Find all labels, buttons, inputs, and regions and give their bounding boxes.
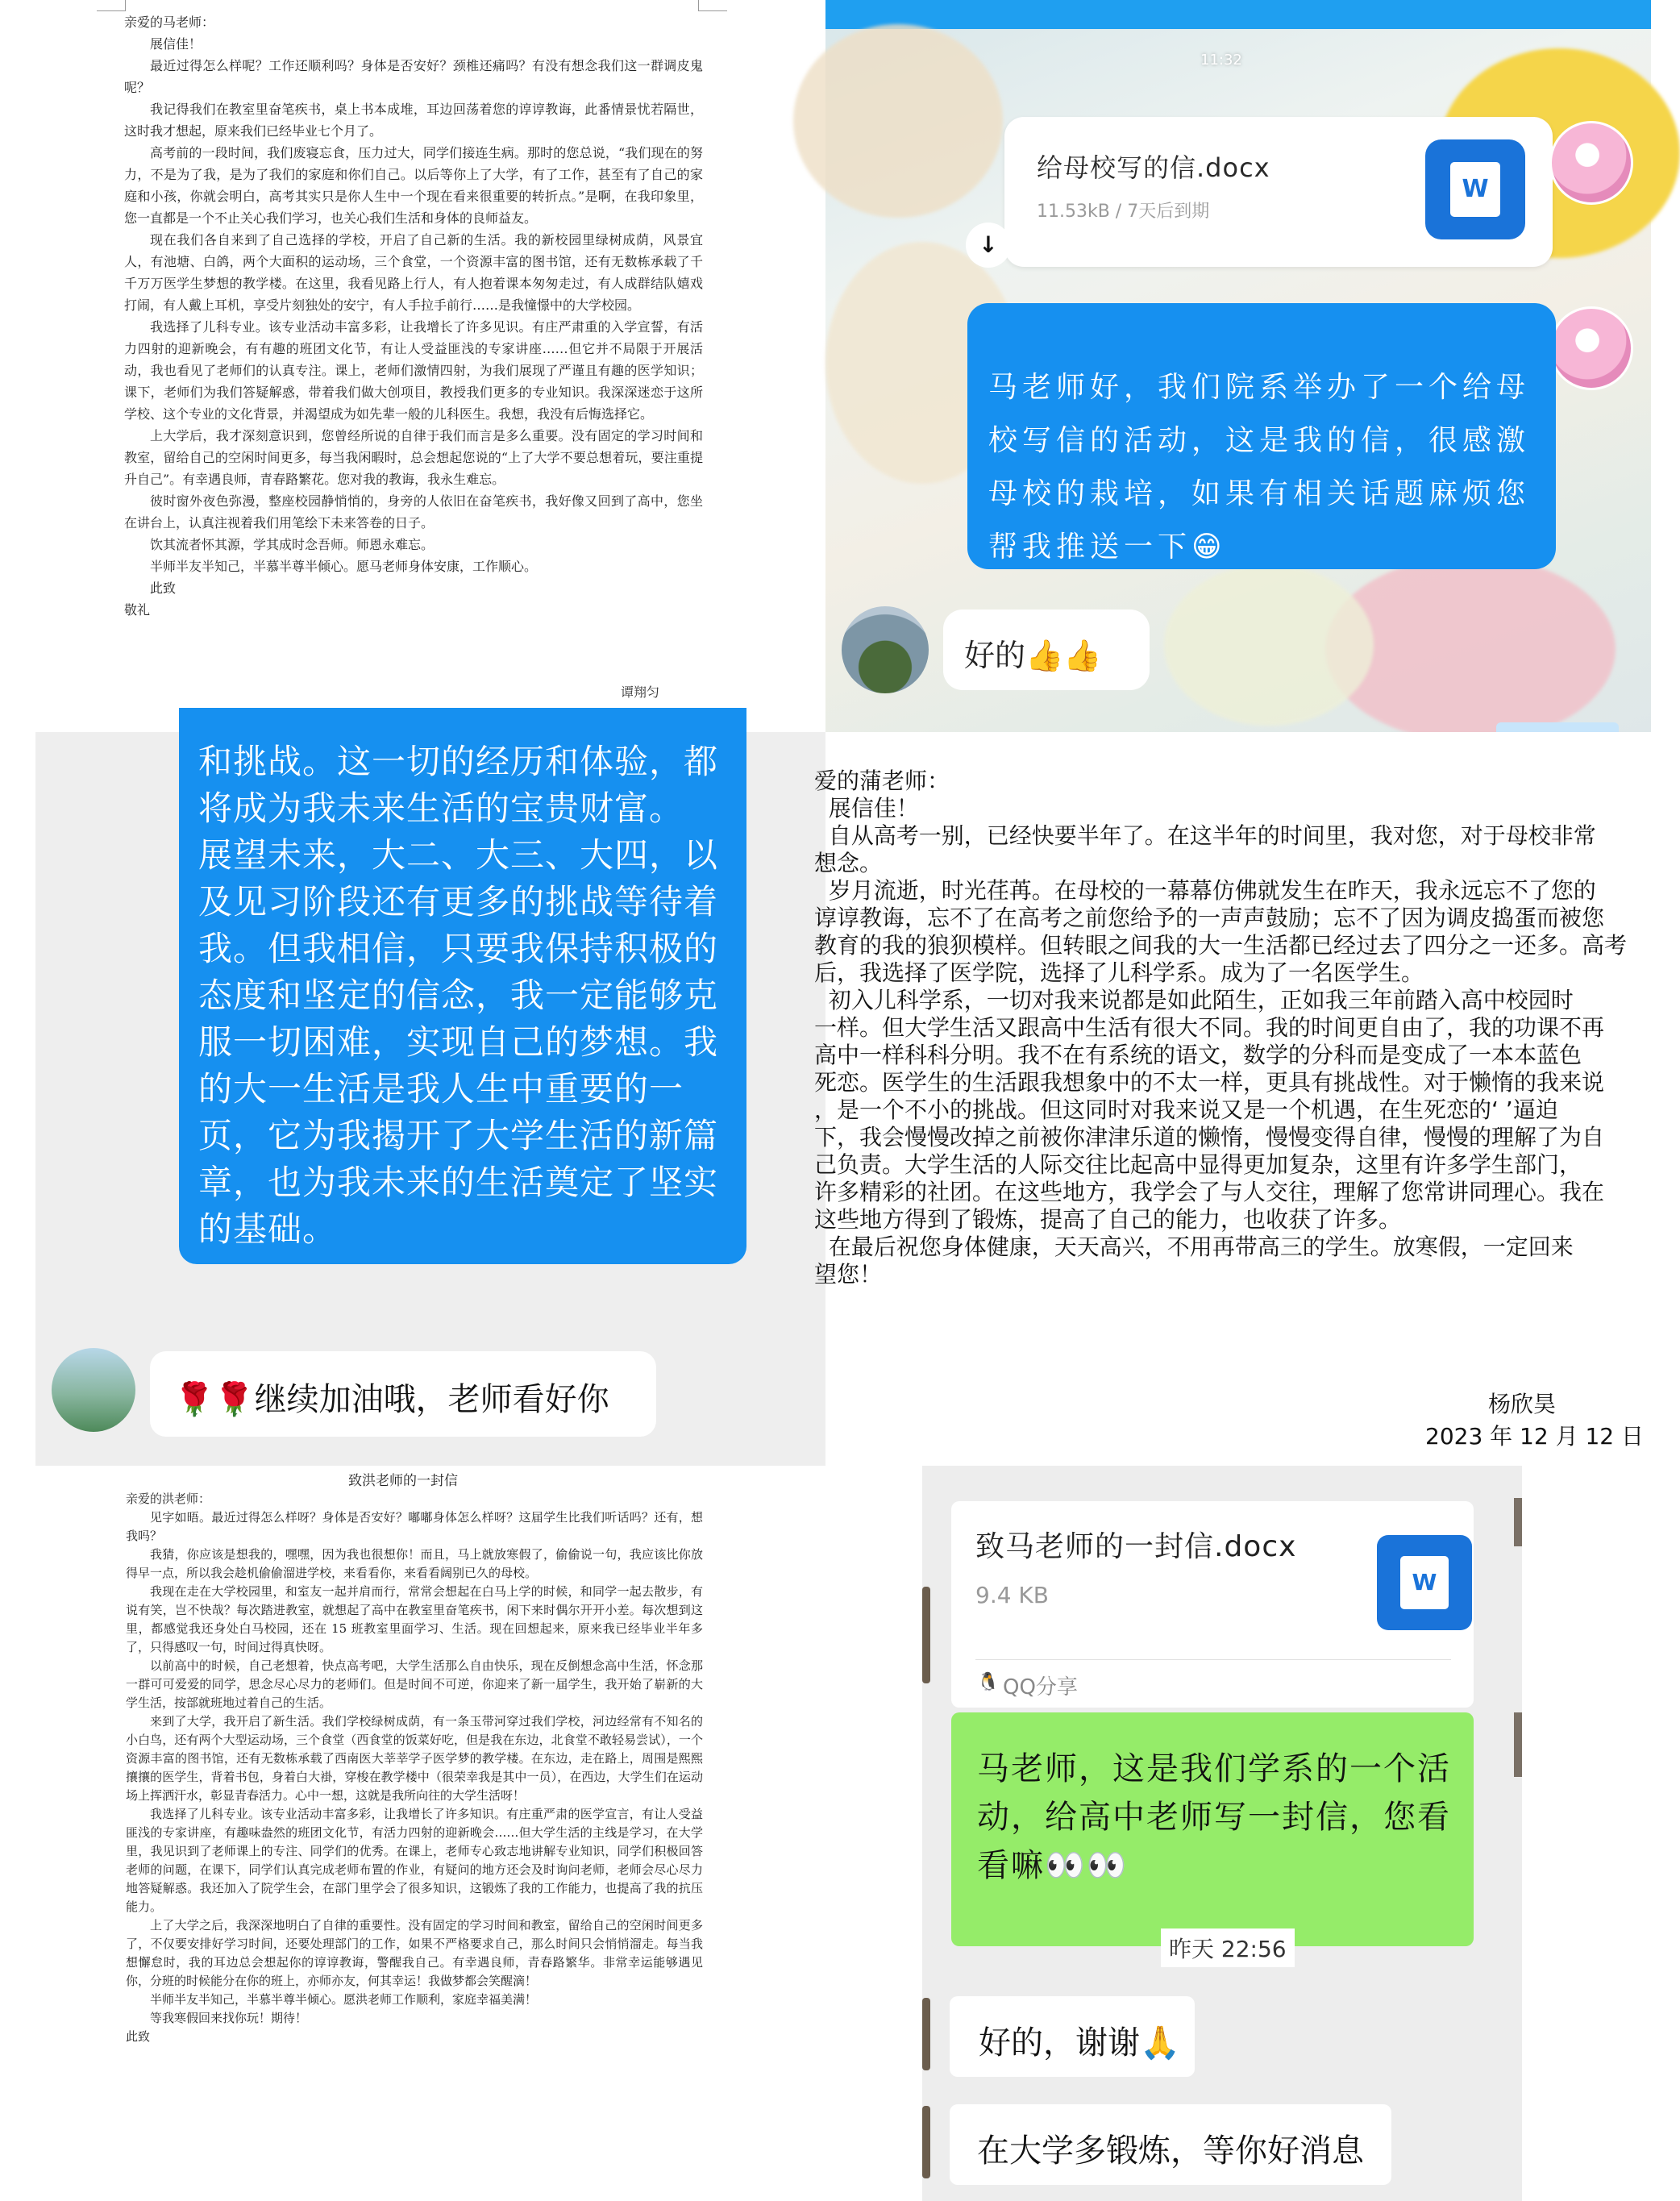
letter-line: 自从高考一别，已经快要半年了。在这半年的时间里，我对您，对于母校非常 <box>814 822 1596 849</box>
qq-penguin-icon: 🐧 <box>977 1672 1000 1692</box>
letter-paragraph: 来到了大学，我开启了新生活。我们学校绿树成荫，有一条玉带河穿过我们学校，河边经常有不知名的小白鸟，还有两个大型运动场，三个食堂（西食堂的饭菜好吃，但是我在东边，北食堂不敢轻易尝试），一个资源丰富的图书馆，还有无数栋承载了西南医大莘莘学子医学梦的教学楼。在东边，走在路上，周围是熙熙攘攘的医学生，背着书包，身着白大褂，穿梭在教学楼中（很荣幸我是其中一员），在西边，大学生们在运动场上挥洒汗水，彰显青春活力。心中一想，这就是我所向往的大学生活呀！ <box>126 1714 703 1803</box>
message-text <box>174 1374 609 1420</box>
letter-date: 2023 年 12 月 12 日 <box>1425 1423 1645 1450</box>
letter-document-ma <box>0 0 825 732</box>
input-bar-edge <box>1496 722 1619 732</box>
letter-paragraph: 我猜，你应该是想我的，嘿嘿，因为我也很想你！而且，马上就放寒假了，偷偷说一句，我应该比你放得早一点，所以我会趁机偷偷溜进学校，来看看你，来看看阔别已久的母校。 <box>126 1547 703 1580</box>
letter-paragraph: 半师半友半知己，半慕半尊半倾心。愿马老师身体安康，工作顺心。 <box>150 559 538 574</box>
letter-salutation: 亲爱的马老师： <box>124 15 215 30</box>
letter-paragraph: 上大学后，我才深刻意识到，您曾经所说的自律于我们而言是多么重要。没有固定的学习时间和教室，留给自己的空闲时间更多，每当我闲暇时，总会想起您说的“上了大学不要总想着玩，要注重提升自己”。有幸遇良师，青春路繁花。您对我的教诲，我永生难忘。 <box>124 428 703 487</box>
letter-paragraph: 我选择了儿科专业。该专业活动丰富多彩，让我增长了许多见识。有庄严肃重的入学宣誓，有活力四射的迎新晚会，有有趣的班团文化节，有让人受益匪浅的专家讲座……但它并不局限于开展活动，我也看见了老师们的认真专注。课上，老师们激情四射，为我们展现了严谨且有趣的医学知识；课下，老师们为我们答疑解惑，带着我们做大创项目，教授我们更多的专业知识。我深深迷恋于这所学校、这个专业的文化背景，并渴望成为如先辈一般的儿科医生。我想，我没有后悔选择它。 <box>124 319 703 422</box>
letter-line: 下，我会慢慢改掉之前被你津津乐道的懒惰，慢慢变得自律，慢慢的理解了为自 <box>814 1124 1605 1150</box>
letter-line: 岁月流逝，时光荏苒。在母校的一幕幕仿佛就发生在昨天，我永远忘不了您的 <box>814 877 1596 904</box>
message-text: 和挑战。这一切的经历和体验，都将成为我未来生活的宝贵财富。 展望未来，大二、大三、大四，以及见习阶段还有更多的挑战等待着我。但我相信，只要我保持积极的态度和坚定的信念，我一定能够克服一切困难，实现自己的梦想。我的大一生活是我人生中重要的一页，它为我揭开了大学生活的新篇章，也为我未来的生活奠定了坚实的基础。 <box>198 742 719 1249</box>
letter-body <box>126 1490 703 2046</box>
letter-paragraph: 以前高中的时候，自己老想着，快点高考吧，大学生活那么自由快乐，现在反倒想念高中生活，怀念那一群可可爱爱的同学，思念尽心尽力的老师们。但是时间不可逆，你迎来了新一届学生，我开始了崭新的大学生活，按部就班地过着自己的生活。 <box>126 1658 703 1710</box>
sender-avatar[interactable] <box>1549 121 1633 205</box>
letter-paragraph: 高考前的一段时间，我们废寝忘食，压力过大，同学们接连生病。那时的您总说，“我们现在的努力，不是为了我，是为了我们的家庭和你们自己。以后等你上了大学，有了工作，甚至有了自己的家庭和小孩，你就会明白，高考其实只是你人生中一个现在看来很重要的转折点。”是啊，在我印象里，您一直都是一个不止关心我们学习，也关心我们生活和身体的良师益友。 <box>124 145 703 226</box>
letter-document-pu <box>814 732 1651 1466</box>
letter-line: 想念。 <box>814 850 883 876</box>
received-message-bubble[interactable] <box>943 610 1150 690</box>
qq-chat-screenshot <box>825 0 1651 732</box>
file-meta: 11.53kB / 7天后到期 <box>1037 202 1210 222</box>
letter-line: 初入儿科学系，一切对我来说都是如此陌生，正如我三年前踏入高中校园时 <box>814 987 1574 1013</box>
letter-paragraph: 饮其流者怀其源，学其成时念吾师。师恩永难忘。 <box>150 537 435 552</box>
letter-paragraph: 展信佳！ <box>150 36 202 52</box>
letter-line: 许多精彩的社团。在这些地方，我学会了与人交往，理解了您常讲同理心。我在 <box>814 1179 1605 1205</box>
sent-message-bubble[interactable] <box>179 708 746 1264</box>
message-text: 在大学多锻炼，等你好消息 <box>977 2132 1364 2170</box>
message-text: 马老师，这是我们学系的一个活动，给高中老师写一封信，您看看嘛👀👀 <box>977 1750 1451 1884</box>
letter-document-hong <box>0 1466 825 2201</box>
letter-title: 致洪老师的一封信 <box>348 1473 458 1489</box>
letter-line: 谆谆教诲，忘不了在高考之前您给予的一声声鼓励；忘不了因为调皮捣蛋而被您 <box>814 905 1605 931</box>
letter-line: 望您！ <box>814 1261 883 1288</box>
file-attachment-card[interactable] <box>1004 117 1553 267</box>
letter-closing: 此致 <box>126 2029 151 2044</box>
avatar-edge <box>1514 1498 1522 1546</box>
letter-paragraph: 见字如晤。最近过得怎么样呀？身体是否安好？嘟嘟身体怎么样呀？这届学生比我们听话吗？还有，想我吗？ <box>126 1510 703 1543</box>
message-time: 11:32 <box>1200 52 1242 69</box>
avatar-edge <box>922 2106 930 2178</box>
flower-decoration <box>793 24 1003 218</box>
letter-paragraph: 我记得我们在教室里奋笔疾书，桌上书本成堆，耳边回荡着您的谆谆教诲，此番情景忧若隔世，这时我才想起，原来我们已经毕业七个月了。 <box>124 102 703 139</box>
letter-line: 展信佳！ <box>814 795 919 822</box>
share-source: QQ分享 <box>1003 1675 1078 1700</box>
letter-line: 死恋。医学生的生活跟我想象中的不太一样，更具有挑战性。对于懒惰的我来说 <box>814 1069 1605 1096</box>
message-text: 马老师好，我们院系举办了一个给母校写信的活动，这是我的信，很感激母校的栽培，如果有相关话题麻烦您帮我推送一下😁 <box>988 371 1531 564</box>
avatar-edge <box>922 1998 930 2070</box>
teacher-avatar[interactable] <box>52 1348 135 1432</box>
letter-paragraph: 我现在走在大学校园里，和室友一起并肩而行，常常会想起在白马上学的时候，和同学一起去散步，有说有笑，岂不快哉？每次踏进教室，就想起了高中在教室里奋笔疾书，闲下来时偶尔开开小差。每次想到这里，都感觉我还身处白马校园，还在 15 班教室里面学习、生活。现在回想起来，原来我已经毕业半年多了，只得感叹一句，时间过得真快呀。 <box>126 1584 703 1654</box>
letter-body <box>124 11 703 621</box>
file-attachment-card[interactable] <box>951 1501 1474 1708</box>
avatar-edge <box>1514 1712 1522 1777</box>
letter-closing: 敬礼 <box>124 602 151 618</box>
crop-mark <box>698 0 727 11</box>
letter-signature: 杨欣昊 <box>1488 1391 1557 1417</box>
letter-line: 教育的我的狼狈模样。但转眼之间我的大一生活都已经过去了四分之一还多。高考 <box>814 932 1628 959</box>
letter-line: 高中一样科科分明。我不在有系统的语文，数学的分科而是变成了一本本蓝色 <box>814 1042 1582 1068</box>
letter-paragraph: 我选择了儿科专业。该专业活动丰富多彩，让我增长了许多知识。有庄重严肃的医学宣言，有让人受益匪浅的专家讲座，有趣味盎然的班团文化节，有活力四射的迎新晚会……但大学生活的主线是学习，在大学里，我见识到了老师课上的专注、同学们的优秀。在课上，老师专心致志地讲解专业知识，同学们积极回答老师的问题，在课下，同学们认真完成老师布置的作业，有疑问的地方还会及时询问老师，老师会尽心尽力地答疑解惑。我还加入了院学生会，在部门里学会了很多知识，这锻炼了我的工作能力，也提高了我的抗压能力。 <box>126 1807 703 1914</box>
letter-signature: 谭翔匀 <box>621 684 660 700</box>
sender-avatar[interactable] <box>1549 306 1633 390</box>
teacher-avatar[interactable] <box>842 606 929 693</box>
crop-mark <box>97 0 126 11</box>
avatar-edge <box>922 1587 930 1683</box>
word-icon-letter: W <box>1400 1556 1449 1609</box>
letter-salutation: 亲爱的洪老师： <box>126 1492 211 1506</box>
letter-paragraph: 等我寒假回来找你玩！期待！ <box>150 2011 308 2025</box>
letter-line: 这些地方得到了锻炼，提高了自己的能力，也收获了许多。 <box>814 1206 1402 1233</box>
letter-paragraph: 最近过得怎么样呢？工作还顺利吗？身体是否安好？颈椎还痛吗？有没有想念我们这一群调皮鬼呢？ <box>124 58 703 95</box>
received-message-bubble[interactable] <box>150 1351 656 1437</box>
file-size: 9.4 KB <box>975 1582 1049 1608</box>
word-icon-letter: W <box>1450 162 1500 217</box>
letter-paragraph: 上了大学之后，我深深地明白了自律的重要性。没有固定的学习时间和教室，留给自己的空闲时间更多了，不仅要安排好学习时间，还要处理部门的工作，如果不严格要求自己，那么时间只会悄悄溜走。每当我想懈怠时，我的耳边总会想起你的谆谆教诲，警醒我自己。有幸遇良师，青春路繁华。非常幸运能够遇见你，分班的时候能分在你的班上，亦师亦友，何其幸运！我做梦都会笑醒滴！ <box>126 1918 703 1988</box>
rose-emoji: 🌹🌹 <box>174 1381 255 1418</box>
letter-paragraph: 此致 <box>150 580 177 596</box>
status-bar <box>825 0 1651 29</box>
letter-line: 在最后祝您身体健康，天天高兴，不用再带高三的学生。放寒假，一定回来 <box>814 1234 1574 1260</box>
word-document-icon <box>1377 1535 1472 1630</box>
letter-line: 爱的蒲老师： <box>814 768 950 794</box>
flower-decoration <box>1164 564 1374 726</box>
letter-line: ，是一个不小的挑战。但这同时对我来说又是一个机遇，在生死恋的‘ ’逼迫 <box>814 1096 1558 1123</box>
file-name: 致马老师的一封信.docx <box>975 1530 1297 1563</box>
letter-line: 己负责。大学生活的人际交往比起高中显得更加复杂，这里有许多学生部门， <box>814 1151 1582 1178</box>
letter-body <box>814 768 1677 1288</box>
reply-text: 继续加油哦，老师看好你 <box>254 1381 609 1418</box>
word-document-icon <box>1425 139 1525 239</box>
file-name: 给母校写的信.docx <box>1037 152 1270 183</box>
letter-line: 后，我选择了医学院，选择了儿科学系。成为了一名医学生。 <box>814 959 1424 986</box>
letter-line: 一样。但大学生活又跟高中生活有很大不同。我的时间更自由了，我的功课不再 <box>814 1014 1605 1041</box>
received-message-bubble[interactable] <box>950 2104 1391 2185</box>
message-text: 好的👍👍 <box>964 638 1102 673</box>
chat-timestamp: 昨天 22:56 <box>1161 1928 1295 1967</box>
message-text: 好的，谢谢🙏 <box>979 2024 1180 2062</box>
received-message-bubble[interactable] <box>950 1996 1195 2077</box>
sent-message-bubble[interactable] <box>967 303 1556 569</box>
sent-message-bubble[interactable] <box>951 1712 1474 1946</box>
letter-paragraph: 现在我们各自来到了自己选择的学校，开启了自己新的生活。我的新校园里绿树成荫，风景宜人，有池塘、白鸽，两个大面积的运动场，三个食堂，一个资源丰富的图书馆，还有无数栋承载了千千万万医学生梦想的教学楼。在这里，我看见路上行人，有人抱着课本匆匆走过，有人成群结队嬉戏打闹，有人戴上耳机，享受片刻独处的安宁，有人手拉手前行……是我憧憬中的大学校园。 <box>124 232 703 313</box>
download-icon[interactable]: ↓ <box>966 223 1011 268</box>
card-divider <box>975 1659 1451 1660</box>
letter-paragraph: 半师半友半知己，半慕半尊半倾心。愿洪老师工作顺利，家庭幸福美满！ <box>150 1992 538 2007</box>
chat-screenshot-essay <box>35 732 825 1466</box>
letter-paragraph: 彼时窗外夜色弥漫，整座校园静悄悄的，身旁的人依旧在奋笔疾书，我好像又回到了高中，您坐在讲台上，认真注视着我们用笔绘下未来答卷的日子。 <box>124 493 703 530</box>
wechat-chat-screenshot <box>922 1466 1522 2201</box>
